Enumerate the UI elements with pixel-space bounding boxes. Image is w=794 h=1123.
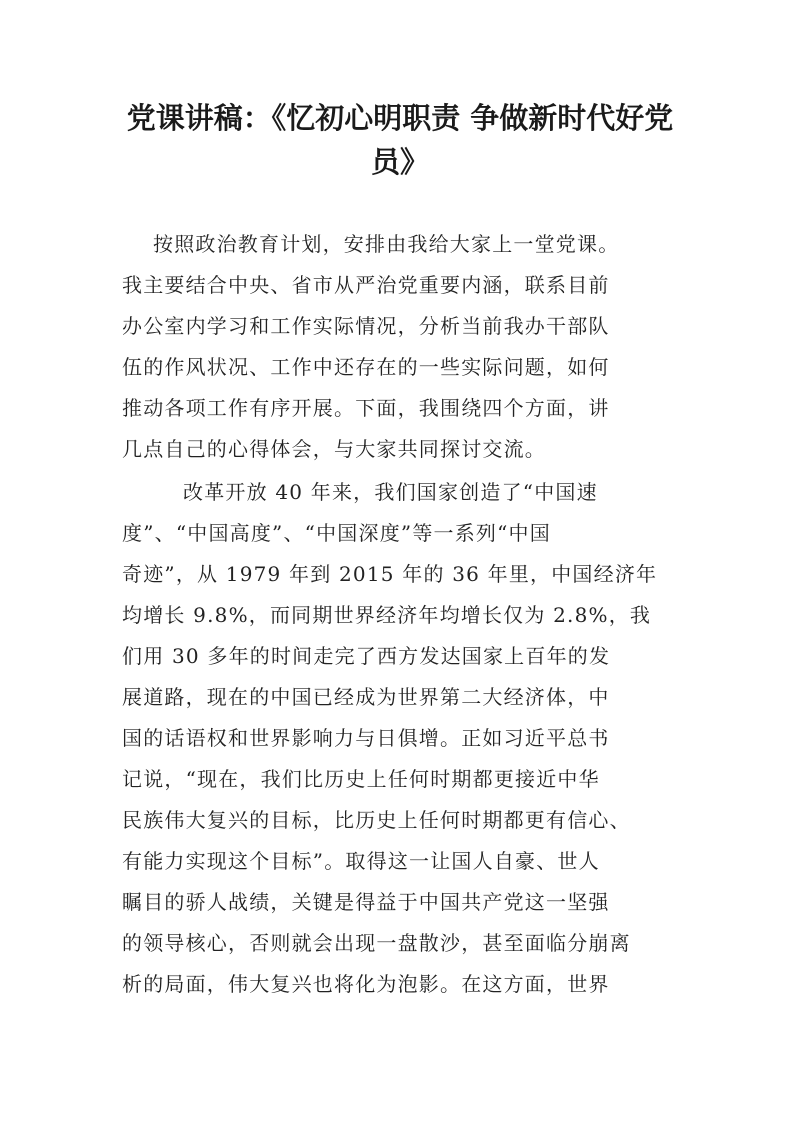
- body-line: 奇迹”，从 1979 年到 2015 年的 36 年里，中国经济年: [122, 562, 658, 586]
- body-line: 我主要结合中央、省市从严治党重要内涵，联系目前: [122, 273, 610, 297]
- body-line: 展道路，现在的中国已经成为世界第二大经济体，中: [122, 685, 610, 709]
- body-line: 按照政治教育计划，安排由我给大家上一堂党课。: [153, 232, 620, 256]
- body-line: 的领导核心，否则就会出现一盘散沙，甚至面临分崩离: [122, 931, 631, 955]
- body-line: 们用 30 多年的时间走完了西方发达国家上百年的发: [122, 644, 611, 668]
- body-line: 记说，“现在，我们比历史上任何时期都更接近中华: [122, 767, 600, 791]
- body-line: 几点自己的心得体会，与大家共同探讨交流。: [122, 437, 546, 461]
- body-line: 国的话语权和世界影响力与日俱增。正如习近平总书: [122, 726, 610, 750]
- body-line: 办公室内学习和工作实际情况，分析当前我办干部队: [122, 314, 610, 338]
- document-title: 党课讲稿：《忆初心明职责 争做新时代好党员》: [126, 101, 674, 179]
- body-line: 推动各项工作有序开展。下面，我围绕四个方面，讲: [122, 396, 610, 420]
- body-line: 瞩目的骄人战绩，关键是得益于中国共产党这一坚强: [122, 890, 610, 914]
- body-line: 伍的作风状况、工作中还存在的一些实际问题，如何: [122, 355, 610, 379]
- body-line: 改革开放 40 年来，我们国家创造了“中国速: [183, 480, 598, 504]
- body-line: 民族伟大复兴的目标，比历史上任何时期都更有信心、: [122, 808, 631, 832]
- body-line: 均增长 9.8%，而同期世界经济年均增长仅为 2.8%，我: [122, 603, 652, 627]
- body-line: 有能力实现这个目标”。取得这一让国人自豪、世人: [122, 849, 600, 873]
- body-line: 度”、“中国高度”、“中国深度”等一系列“中国: [122, 521, 551, 545]
- body-line: 析的局面，伟大复兴也将化为泡影。在这方面，世界: [122, 972, 610, 996]
